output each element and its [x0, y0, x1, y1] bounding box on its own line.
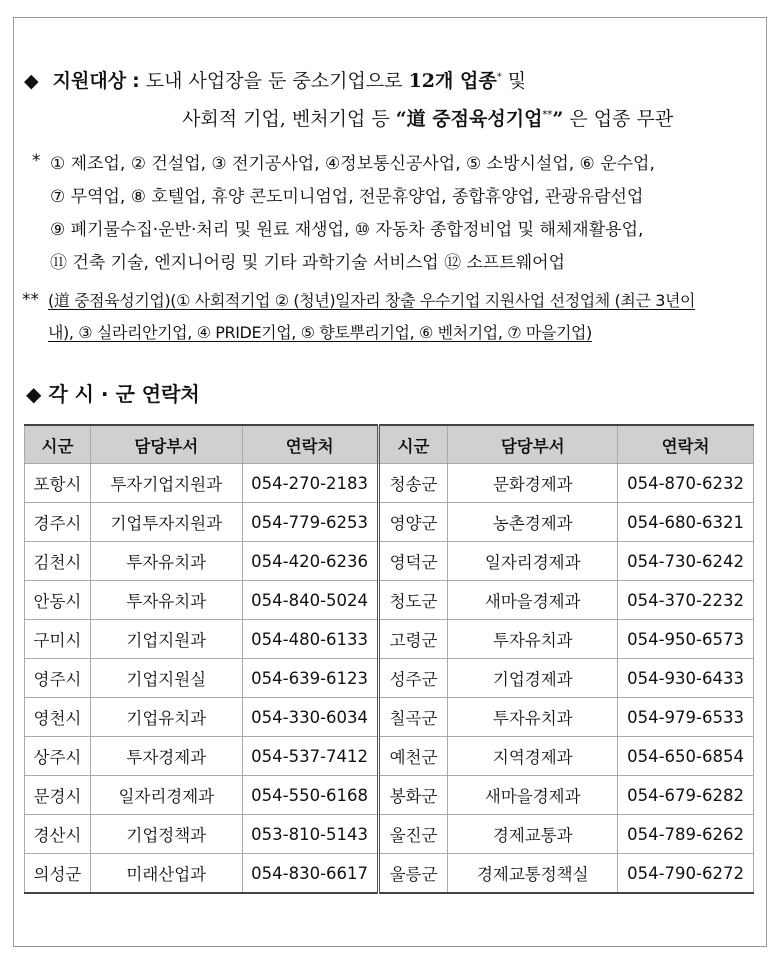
- cell-contact: 054-979-6533: [618, 698, 754, 737]
- cell-contact: 054-789-6262: [618, 815, 754, 854]
- cell-city: 예천군: [378, 737, 448, 776]
- cell-dept: 경제교통과: [448, 815, 618, 854]
- table-row: [25, 776, 754, 815]
- header-contact: 연락처: [242, 425, 378, 464]
- cell-city: 고령군: [378, 620, 448, 659]
- table-row: [25, 854, 754, 894]
- header-city: 시군: [378, 425, 448, 464]
- target-line-2: [182, 104, 673, 131]
- cell-dept: 기업유치과: [90, 698, 242, 737]
- table-row: [25, 581, 754, 620]
- header-contact: 연락처: [618, 425, 754, 464]
- cell-contact: 054-870-6232: [618, 464, 754, 503]
- cell-contact: 054-370-2232: [618, 581, 754, 620]
- cell-dept: 기업투자지원과: [90, 503, 242, 542]
- note1-line: ⑨ 폐기물수집·운반·처리 및 원료 재생업, ⑩ 자동차 종합정비업 및 해체재활용업,: [50, 220, 644, 240]
- header-dept: 담당부서: [90, 425, 242, 464]
- header-dept: 담당부서: [448, 425, 618, 464]
- cell-city: 문경시: [25, 776, 91, 815]
- cell-contact: 054-730-6242: [618, 542, 754, 581]
- cell-city: 김천시: [25, 542, 91, 581]
- table-row: [25, 620, 754, 659]
- cell-city: 의성군: [25, 854, 91, 894]
- note2-line: 내), ③ 실라리안기업, ④ PRIDE기업, ⑤ 향토뿌리기업, ⑥ 벤처기업, ⑦ 마을기업): [48, 323, 592, 342]
- note1-line: ⑦ 무역업, ⑧ 호텔업, 휴양 콘도미니엄업, 전문휴양업, 종합휴양업, 관광유람선업: [50, 187, 644, 207]
- cell-dept: 기업지원과: [90, 620, 242, 659]
- cell-city: 포항시: [25, 464, 91, 503]
- target-line-1: [24, 66, 526, 93]
- cell-city: 울진군: [378, 815, 448, 854]
- cell-city: 구미시: [25, 620, 91, 659]
- cell-contact: 053-810-5143: [242, 815, 378, 854]
- cell-city: 영양군: [378, 503, 448, 542]
- cell-dept: 농촌경제과: [448, 503, 618, 542]
- quote-end: ”: [552, 108, 564, 130]
- cell-contact: 054-830-6617: [242, 854, 378, 894]
- target-bold-2: “道 중점육성기업: [395, 108, 543, 130]
- cell-dept: 새마을경제과: [448, 581, 618, 620]
- note1-marker: *: [32, 151, 41, 171]
- target-text-1: 도내 사업장을 둔 중소기업으로: [145, 70, 409, 92]
- contacts-title: ◆ 각 시 · 군 연락처: [26, 382, 200, 406]
- cell-dept: 일자리경제과: [448, 542, 618, 581]
- cell-contact: 054-480-6133: [242, 620, 378, 659]
- target-label: 지원대상: [52, 70, 127, 92]
- cell-dept: 기업지원실: [90, 659, 242, 698]
- cell-contact: 054-270-2183: [242, 464, 378, 503]
- cell-city: 영천시: [25, 698, 91, 737]
- cell-dept: 투자유치과: [448, 698, 618, 737]
- cell-contact: 054-950-6573: [618, 620, 754, 659]
- cell-city: 경산시: [25, 815, 91, 854]
- cell-contact: 054-680-6321: [618, 503, 754, 542]
- cell-dept: 투자유치과: [448, 620, 618, 659]
- table-row: [25, 659, 754, 698]
- colon: :: [132, 70, 140, 92]
- cell-contact: 054-420-6236: [242, 542, 378, 581]
- note2-line: (道 중점육성기업)(① 사회적기업 ② (청년)일자리 창출 우수기업 지원사업 선정업체 (최근 3년이: [48, 291, 696, 310]
- table-row: [25, 464, 754, 503]
- note1-line: ① 제조업, ② 건설업, ③ 전기공사업, ④정보통신공사업, ⑤ 소방시설업, ⑥ 운수업,: [50, 154, 655, 174]
- cell-contact: 054-639-6123: [242, 659, 378, 698]
- cell-city: 칠곡군: [378, 698, 448, 737]
- target-bold-1: 12개 업종: [408, 70, 497, 92]
- cell-contact: 054-790-6272: [618, 854, 754, 894]
- table-row: [25, 698, 754, 737]
- footnote-mark: *: [496, 71, 502, 83]
- cell-city: 청송군: [378, 464, 448, 503]
- cell-city: 봉화군: [378, 776, 448, 815]
- footnote-mark-2: **: [542, 109, 553, 121]
- header-city: 시군: [25, 425, 91, 464]
- cell-dept: 기업경제과: [448, 659, 618, 698]
- cell-contact: 054-679-6282: [618, 776, 754, 815]
- cell-city: 울릉군: [378, 854, 448, 894]
- cell-dept: 투자경제과: [90, 737, 242, 776]
- contacts-table: [24, 424, 754, 894]
- cell-dept: 투자기업지원과: [90, 464, 242, 503]
- target-text-2: 사회적 기업, 벤처기업 등: [182, 108, 396, 130]
- table-row: [25, 542, 754, 581]
- cell-dept: 투자유치과: [90, 581, 242, 620]
- cell-contact: 054-537-7412: [242, 737, 378, 776]
- cell-contact: 054-840-5024: [242, 581, 378, 620]
- cell-city: 상주시: [25, 737, 91, 776]
- cell-dept: 문화경제과: [448, 464, 618, 503]
- cell-dept: 미래산업과: [90, 854, 242, 894]
- cell-contact: 054-930-6433: [618, 659, 754, 698]
- cell-dept: 경제교통정책실: [448, 854, 618, 894]
- cell-dept: 지역경제과: [448, 737, 618, 776]
- diamond-bullet-icon: ◆: [24, 70, 39, 92]
- note2-marker: **: [22, 290, 39, 310]
- cell-dept: 일자리경제과: [90, 776, 242, 815]
- cell-city: 안동시: [25, 581, 91, 620]
- cell-contact: 054-779-6253: [242, 503, 378, 542]
- cell-city: 청도군: [378, 581, 448, 620]
- table-row: [25, 815, 754, 854]
- cell-contact: 054-550-6168: [242, 776, 378, 815]
- cell-contact: 054-330-6034: [242, 698, 378, 737]
- table-row: [25, 503, 754, 542]
- cell-city: 경주시: [25, 503, 91, 542]
- cell-city: 영덕군: [378, 542, 448, 581]
- cell-city: 영주시: [25, 659, 91, 698]
- cell-dept: 새마을경제과: [448, 776, 618, 815]
- cell-dept: 투자유치과: [90, 542, 242, 581]
- cell-contact: 054-650-6854: [618, 737, 754, 776]
- target-text-2-end: 은 업종 무관: [563, 108, 674, 130]
- cell-dept: 기업정책과: [90, 815, 242, 854]
- cell-city: 성주군: [378, 659, 448, 698]
- note1-line: ⑪ 건축 기술, 엔지니어링 및 기타 과학기술 서비스업 ⑫ 소프트웨어업: [50, 253, 566, 273]
- table-header-row: [25, 425, 754, 464]
- table-row: [25, 737, 754, 776]
- target-text-1-end: 및: [501, 70, 527, 92]
